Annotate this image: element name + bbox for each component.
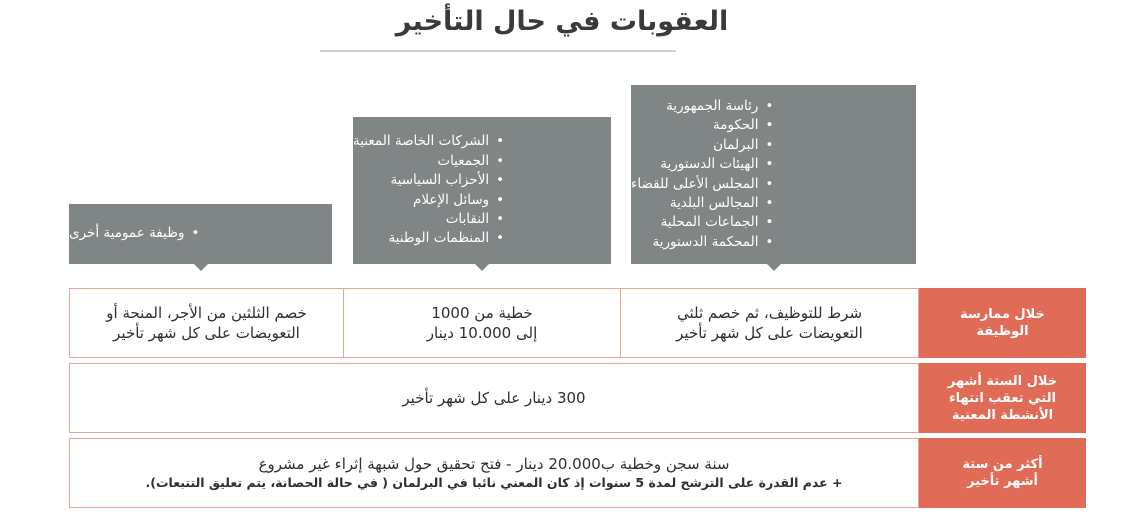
category-item: • المحكمة الدستورية <box>631 233 774 252</box>
category-item: • الأحزاب السياسية <box>353 171 505 190</box>
category-item: • رئاسة الجمهورية <box>631 97 774 116</box>
row-label-during <box>919 288 1086 358</box>
category-item: • النقابات <box>353 210 505 229</box>
row-label-line: خلال الستة أشهر <box>947 373 1058 389</box>
penalty-row-six-months <box>69 363 1086 433</box>
row-label-line: الأنشطة المعنية <box>951 407 1054 423</box>
row-label-line: الوظيفة <box>976 324 1029 339</box>
row-label-line: التي تعقب انتهاء <box>949 390 1056 406</box>
penalty-text: سنة سجن وخطية ب20.000 دينار - فتح تحقيق حول شبهة إثراء غير مشروع <box>258 455 730 473</box>
category-item: • الشركات الخاصة المعنية <box>353 132 505 151</box>
penalty-row-during <box>69 288 1086 358</box>
category-box-state <box>631 85 916 264</box>
category-list-state <box>631 97 774 252</box>
row-label-line: خلال ممارسة <box>960 307 1045 322</box>
penalty-cell-more-than-six <box>69 438 919 508</box>
penalty-cell-private <box>344 288 620 358</box>
category-item: • الهيئات الدستورية <box>631 155 774 174</box>
category-item: • المنظمات الوطنية <box>353 229 505 248</box>
category-item: • المجالس البلدية <box>631 194 774 213</box>
penalty-row-more-than-six <box>69 438 1086 508</box>
penalty-text: خطية من 1000 <box>431 304 533 322</box>
category-item: • وظيفة عمومية أخرى <box>69 224 200 243</box>
penalty-cell-six-months <box>69 363 919 433</box>
category-list-other-public <box>69 224 200 243</box>
category-item: • الجمعيات <box>353 152 505 171</box>
penalty-cell-state <box>620 288 919 358</box>
title-underline <box>320 50 676 52</box>
penalty-text-bold: + عدم القدرة على الترشح لمدة 5 سنوات إذ كان المعني نائبا في البرلمان ( في حالة الحصانة، يتم تعليق التتبعات). <box>145 475 843 490</box>
category-box-other-public <box>69 204 332 264</box>
category-list-private <box>353 132 505 248</box>
page-title: العقوبات في حال التأخير <box>395 6 729 37</box>
category-item: • الحكومة <box>631 116 774 135</box>
row-label-six-months <box>919 363 1086 433</box>
penalty-text: التعويضات على كل شهر تأخير <box>113 324 300 342</box>
penalty-text: شرط للتوظيف، ثم خصم ثلثي <box>676 304 863 322</box>
category-box-private <box>353 117 611 264</box>
row-label-line: أشهر تأخير <box>967 474 1038 489</box>
penalty-text: خصم الثلثين من الأجر، المنحة أو <box>106 304 307 322</box>
row-label-line: أكثر من ستة <box>962 457 1043 472</box>
category-item: • الجماعات المحلية <box>631 213 774 232</box>
penalty-cell-other-public <box>69 288 344 358</box>
category-item: • البرلمان <box>631 136 774 155</box>
row-label-more-than-six <box>919 438 1086 508</box>
category-item: • وسائل الإعلام <box>353 191 505 210</box>
category-item: • المجلس الأعلى للقضاء <box>631 175 774 194</box>
penalty-text: 300 دينار على كل شهر تأخير <box>402 389 586 407</box>
penalty-text: إلى 10.000 دينار <box>426 324 538 342</box>
penalty-text: التعويضات على كل شهر تأخير <box>676 324 863 342</box>
